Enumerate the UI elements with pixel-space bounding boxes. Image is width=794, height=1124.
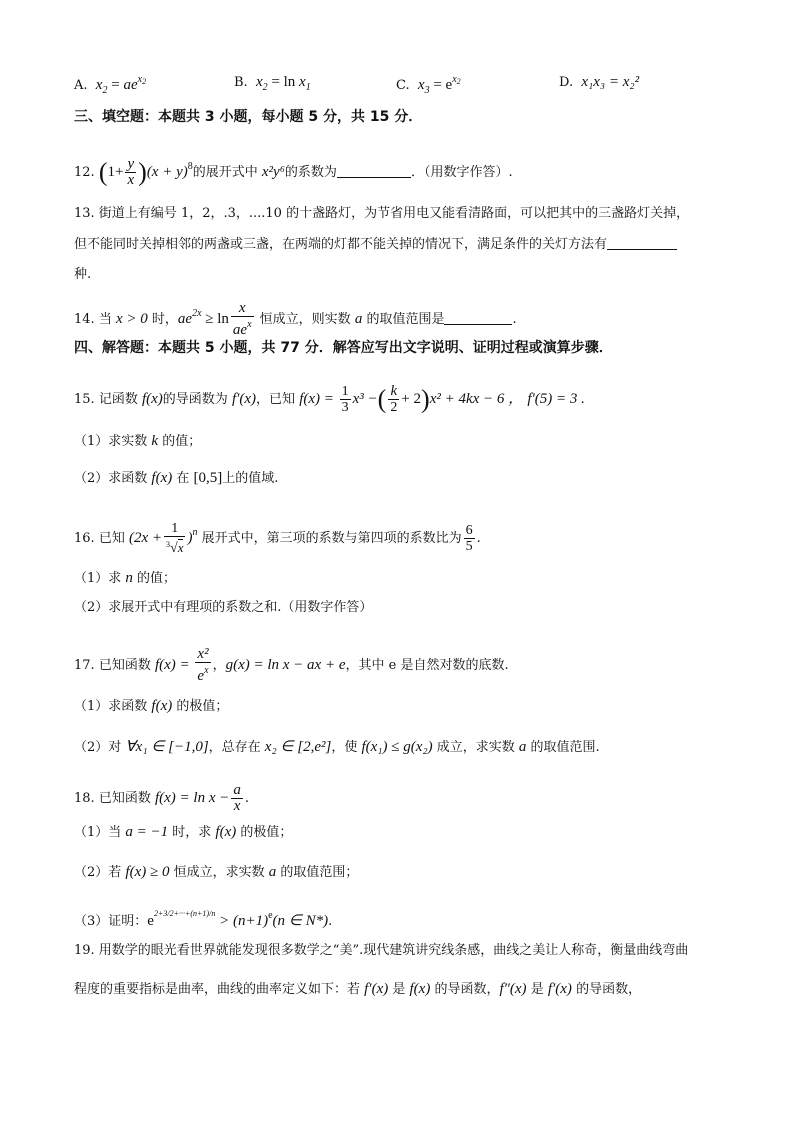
question-16-part2: （2）求展开式中有理项的系数之和.（用数字作答） — [74, 600, 373, 615]
option-c: C. $x_3 = e^{x2}$ — [396, 74, 461, 96]
question-13-line1: 13. 街道上有编号 1，2，.3，....10 的十盏路灯，为节省用电又能看清路面，可以把其中的三盏路灯关掉， — [74, 206, 690, 221]
question-17: 17. 已知函数 f(x) = $\frac{\text{x²}}{e^x}$ ，g(x) = ln x − ax + e，其中 e 是自然对数的底数. — [74, 646, 509, 684]
question-15: 15. 记函数 f(x)的导函数为 f′(x)，已知 f(x) = $\frac{1}{3}$ x³ −( $\frac{k}{2}$ + 2)x² + 4kx − 6 ， f′(5) = 3 . — [74, 383, 585, 415]
answer-blank — [444, 324, 512, 325]
question-12: 12. (1+ $\frac{y}{x}$ )$(x + y)^8$的展开式中 x²y⁶的系数为 ．（用数字作答）. — [74, 156, 513, 188]
radical-sign: √ — [170, 541, 178, 556]
question-17-part1: （1）求函数 f(x) 的极值； — [74, 698, 229, 714]
question-16: 16. 已知 (2x + $\frac{1}{^3√x}$ )$^n$ 展开式中，第三项的系数与第四项的系数比为 $\frac{6}{5}$ . — [74, 521, 481, 556]
question-17-part2: （2）对 ∀x₁ ∈ [−1,0]，总存在 x₂ ∈ [2,e²]，使 f(x₁) ≤ g(x₂) 成立，求实数 a 的取值范围. — [74, 739, 600, 755]
question-18-part2: （2）若 f(x) ≥ 0 恒成立，求实数 a 的取值范围； — [74, 864, 359, 880]
answer-blank — [607, 249, 677, 250]
question-18-part1: （1）当 a = −1 时，求 f(x) 的极值； — [74, 824, 293, 840]
q12-fraction: $\frac{y}{x}$ — [127, 156, 135, 188]
question-13-line3: 种. — [74, 267, 92, 282]
q14-fraction: $\frac{x}{ae^x}$ — [232, 300, 252, 338]
question-15-part2: （2）求函数 f(x) 在 [0,5]上的值域. — [74, 470, 279, 486]
option-b: B. $x_2 = \ln x_1$ — [234, 74, 311, 93]
question-19-line2: 程度的重要指标是曲率，曲线的曲率定义如下：若 f′(x) 是 f(x) 的导函数，f″(x) 是 f′(x) 的导函数， — [74, 981, 642, 997]
section4-heading: 四、解答题：本题共 5 小题，共 77 分．解答应写出文字说明、证明过程或演算步骤． — [74, 340, 613, 356]
question-16-part1: （1）求 n 的值； — [74, 570, 177, 586]
question-18-part3: （3）证明：$e^{2+3/2+\cdot\cdot\cdot+(n+1)/n} > (n+1)^e(n$ ∈ N*). — [74, 909, 333, 929]
question-18: 18. 已知函数 f(x) = ln x − $\frac{a}{x}$ . — [74, 782, 249, 814]
section3-heading: 三、填空题：本题共 3 小题，每小题 5 分，共 15 分． — [74, 109, 423, 125]
question-15-part1: （1）求实数 k 的值； — [74, 433, 202, 449]
answer-blank — [337, 177, 411, 178]
option-a: A. $x_2 = ae^{x2}$ — [74, 74, 147, 96]
q16-fraction: $\frac{1}{^3√x}$ — [166, 521, 184, 556]
question-19-line1: 19. 用数学的眼光看世界就能发现很多数学之“美”.现代建筑讲究线条感，曲线之美让人称奇，衡量曲线弯曲 — [74, 943, 689, 958]
option-d: D. x₁x₃ = x₂² — [559, 74, 640, 90]
question-14: 14. 当 x > 0 时，$ae^{2x} \ge \ln$ $\frac{x}{ae^x}$ 恒成立，则实数 a 的取值范围是 . — [74, 300, 517, 338]
question-13-line2: 但不能同时关掉相邻的两盏或三盏，在两端的灯都不能关掉的情况下，满足条件的关灯方法有 — [74, 236, 677, 254]
